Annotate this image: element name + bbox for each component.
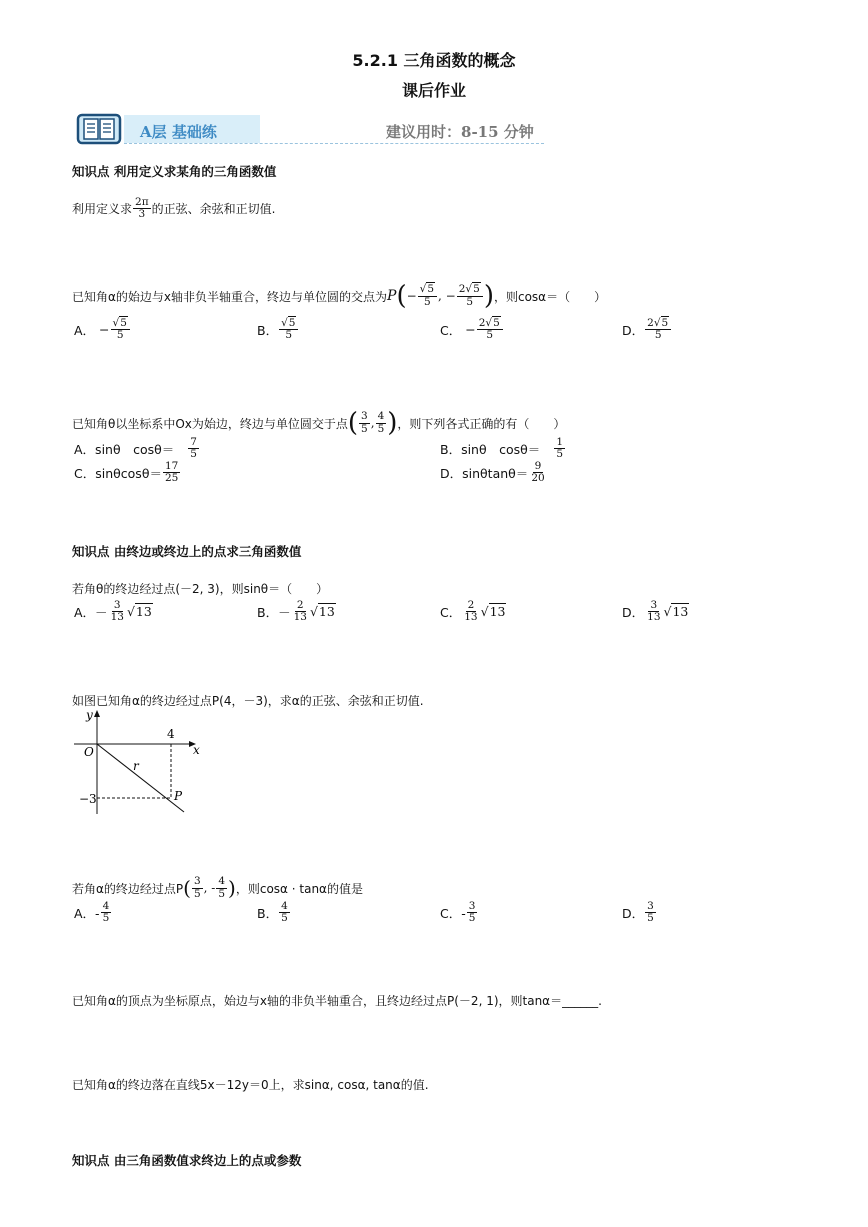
fig-y-label: y: [86, 708, 93, 722]
q2-text-post: ，则cosα＝（ ）: [493, 289, 607, 304]
q3-option-b: B．sinθ cosθ＝ $\frac{1}{5}$: [440, 436, 563, 461]
q3-text-pre: 已知角θ以坐标系中Ox为始边，终边与单位圆交于点: [72, 416, 348, 431]
fig-r-label: r: [133, 759, 139, 773]
question-6: 若角α的终边经过点P ( $\frac{3}{5}$ , - $\frac{4}{5}$ ) ，则cosα · tanα的值是: [72, 875, 363, 900]
level-banner: [76, 112, 546, 146]
fig-point-p: P: [174, 789, 183, 803]
q6-option-b: B． $\frac{4}{5}$: [257, 900, 288, 925]
book-icon: [76, 112, 124, 146]
question-4: 若角θ的终边经过点(－2, 3)，则sinθ＝（ ）: [72, 582, 329, 596]
q6-option-a: A．- $\frac{4}{5}$: [74, 900, 110, 925]
q4-option-b: B．－ $\frac{2}{13}$ √13: [257, 599, 335, 624]
q2-option-c: C． − $\frac{2√5}{5}$: [440, 318, 504, 341]
q2-option-a: A． − $\frac{√5}{5}$: [74, 318, 131, 341]
banner-divider: [124, 143, 544, 144]
question-8: 已知角α的终边落在直线5x－12y＝0上，求sinα, cosα, tanα的值.: [72, 1078, 429, 1092]
suggested-time: 建议用时：8-15 分钟: [386, 123, 534, 141]
q3-option-c: C．sinθcosθ＝ $\frac{17}{25}$: [74, 460, 179, 485]
q3-option-d: D．sinθtanθ＝ $\frac{9}{20}$: [440, 460, 545, 485]
q6-text-post: ，则cosα · tanα的值是: [235, 881, 363, 896]
fig-origin-label: O: [84, 745, 94, 759]
question-7: 已知角α的顶点为坐标原点，始边与x轴的非负半轴重合，且终边经过点P(－2, 1)，则tanα＝______.: [72, 994, 602, 1008]
section-heading-2: 知识点 由终边或终边上的点求三角函数值: [72, 544, 302, 559]
question-2: 已知角α的始边与x轴非负半轴重合，终边与单位圆的交点为 P ( − $\frac{√5}{5}$ , − $\frac{2√5}{5}$ ) ，则cosα＝（ ）: [72, 281, 607, 311]
level-label: A层 基础练: [140, 123, 217, 141]
q2-option-b: B． $\frac{√5}{5}$: [257, 318, 299, 341]
q4-option-c: C． $\frac{2}{13}$ √13: [440, 599, 506, 624]
q6-text-pre: 若角α的终边经过点P: [72, 881, 184, 896]
doc-subtitle: 课后作业: [401, 81, 466, 100]
question-1: [72, 197, 275, 220]
q1-text-pre: 利用定义求: [72, 202, 133, 217]
q4-option-a: A．－ $\frac{3}{13}$ √13: [74, 599, 152, 624]
fig-tick-4: 4: [167, 727, 175, 741]
q1-text-post: 的正弦、余弦和正切值.: [151, 202, 276, 217]
question-3: 已知角θ以坐标系中Ox为始边，终边与单位圆交于点 ( $\frac{3}{5}$ , $\frac{4}{5}$ ) ，则下列各式正确的有（ ）: [72, 408, 566, 438]
q1-fraction: $\frac{2\pi}{3}$: [135, 196, 149, 221]
q2-text-pre: 已知角α的始边与x轴非负半轴重合，终边与单位圆的交点为: [72, 289, 388, 304]
question-5: 如图已知角α的终边经过点P(4，－3)，求α的正弦、余弦和正切值.: [72, 694, 424, 708]
q4-option-d: D． $\frac{3}{13}$ √13: [622, 599, 689, 624]
q6-option-c: C．- $\frac{3}{5}$: [440, 900, 476, 925]
q3-option-a: A．sinθ cosθ＝ $\frac{7}{5}$: [74, 436, 197, 461]
section-heading-3: 知识点 由三角函数值求终边上的点或参数: [72, 1153, 302, 1168]
q2-option-d: D． $\frac{2√5}{5}$: [622, 318, 672, 341]
q6-option-d: D． $\frac{3}{5}$: [622, 900, 654, 925]
section-heading-1: 知识点 利用定义求某角的三角函数值: [72, 164, 277, 179]
fig-x-label: x: [193, 743, 200, 757]
doc-title: 5.2.1 三角函数的概念: [352, 51, 516, 70]
q3-text-post: ，则下列各式正确的有（ ）: [397, 416, 566, 431]
q5-coordinate-figure: [70, 708, 210, 818]
fig-tick-neg3: −3: [79, 792, 97, 806]
